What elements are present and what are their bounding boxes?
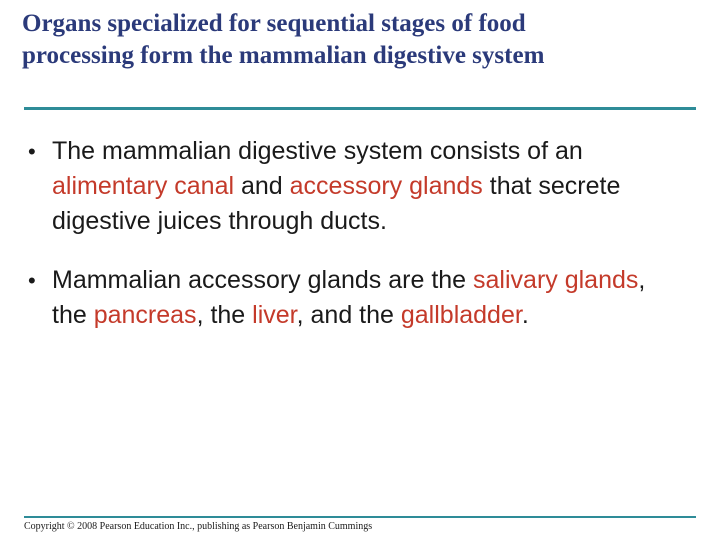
- slide-title: [22, 8, 702, 72]
- bullet-text: and: [234, 172, 290, 200]
- term-salivary-glands: salivary glands: [473, 266, 639, 294]
- term-alimentary-canal: alimentary canal: [52, 172, 235, 200]
- bullet-accessory-glands: [28, 263, 678, 333]
- bullet-text: that secrete digestive juices through ducts.: [52, 172, 621, 235]
- term-gallbladder: gallbladder: [400, 301, 522, 329]
- copyright-notice: Copyright © 2008 Pearson Education Inc., publishing as Pearson Benjamin Cummings: [24, 521, 373, 532]
- term-liver: liver: [252, 301, 297, 329]
- bullet-text: , and the: [296, 301, 401, 329]
- term-accessory-glands: accessory glands: [289, 172, 483, 200]
- title-divider: [24, 107, 696, 110]
- bullet-text: , the: [52, 266, 646, 329]
- bullet-marker: •: [28, 139, 36, 164]
- bullet-text: Mammalian accessory glands are the: [52, 266, 474, 294]
- bullet-digestive-system: [28, 134, 678, 239]
- footer-divider: [24, 516, 696, 518]
- bullet-text: , the: [196, 301, 253, 329]
- title-line-1: Organs specialized for sequential stages of food: [22, 10, 526, 37]
- bullet-marker: •: [28, 268, 36, 293]
- title-line-2: processing form the mammalian digestive system: [22, 42, 545, 69]
- bullet-text: .: [521, 301, 529, 329]
- term-pancreas: pancreas: [93, 301, 197, 329]
- bullet-text: The mammalian digestive system consists of an: [52, 137, 583, 165]
